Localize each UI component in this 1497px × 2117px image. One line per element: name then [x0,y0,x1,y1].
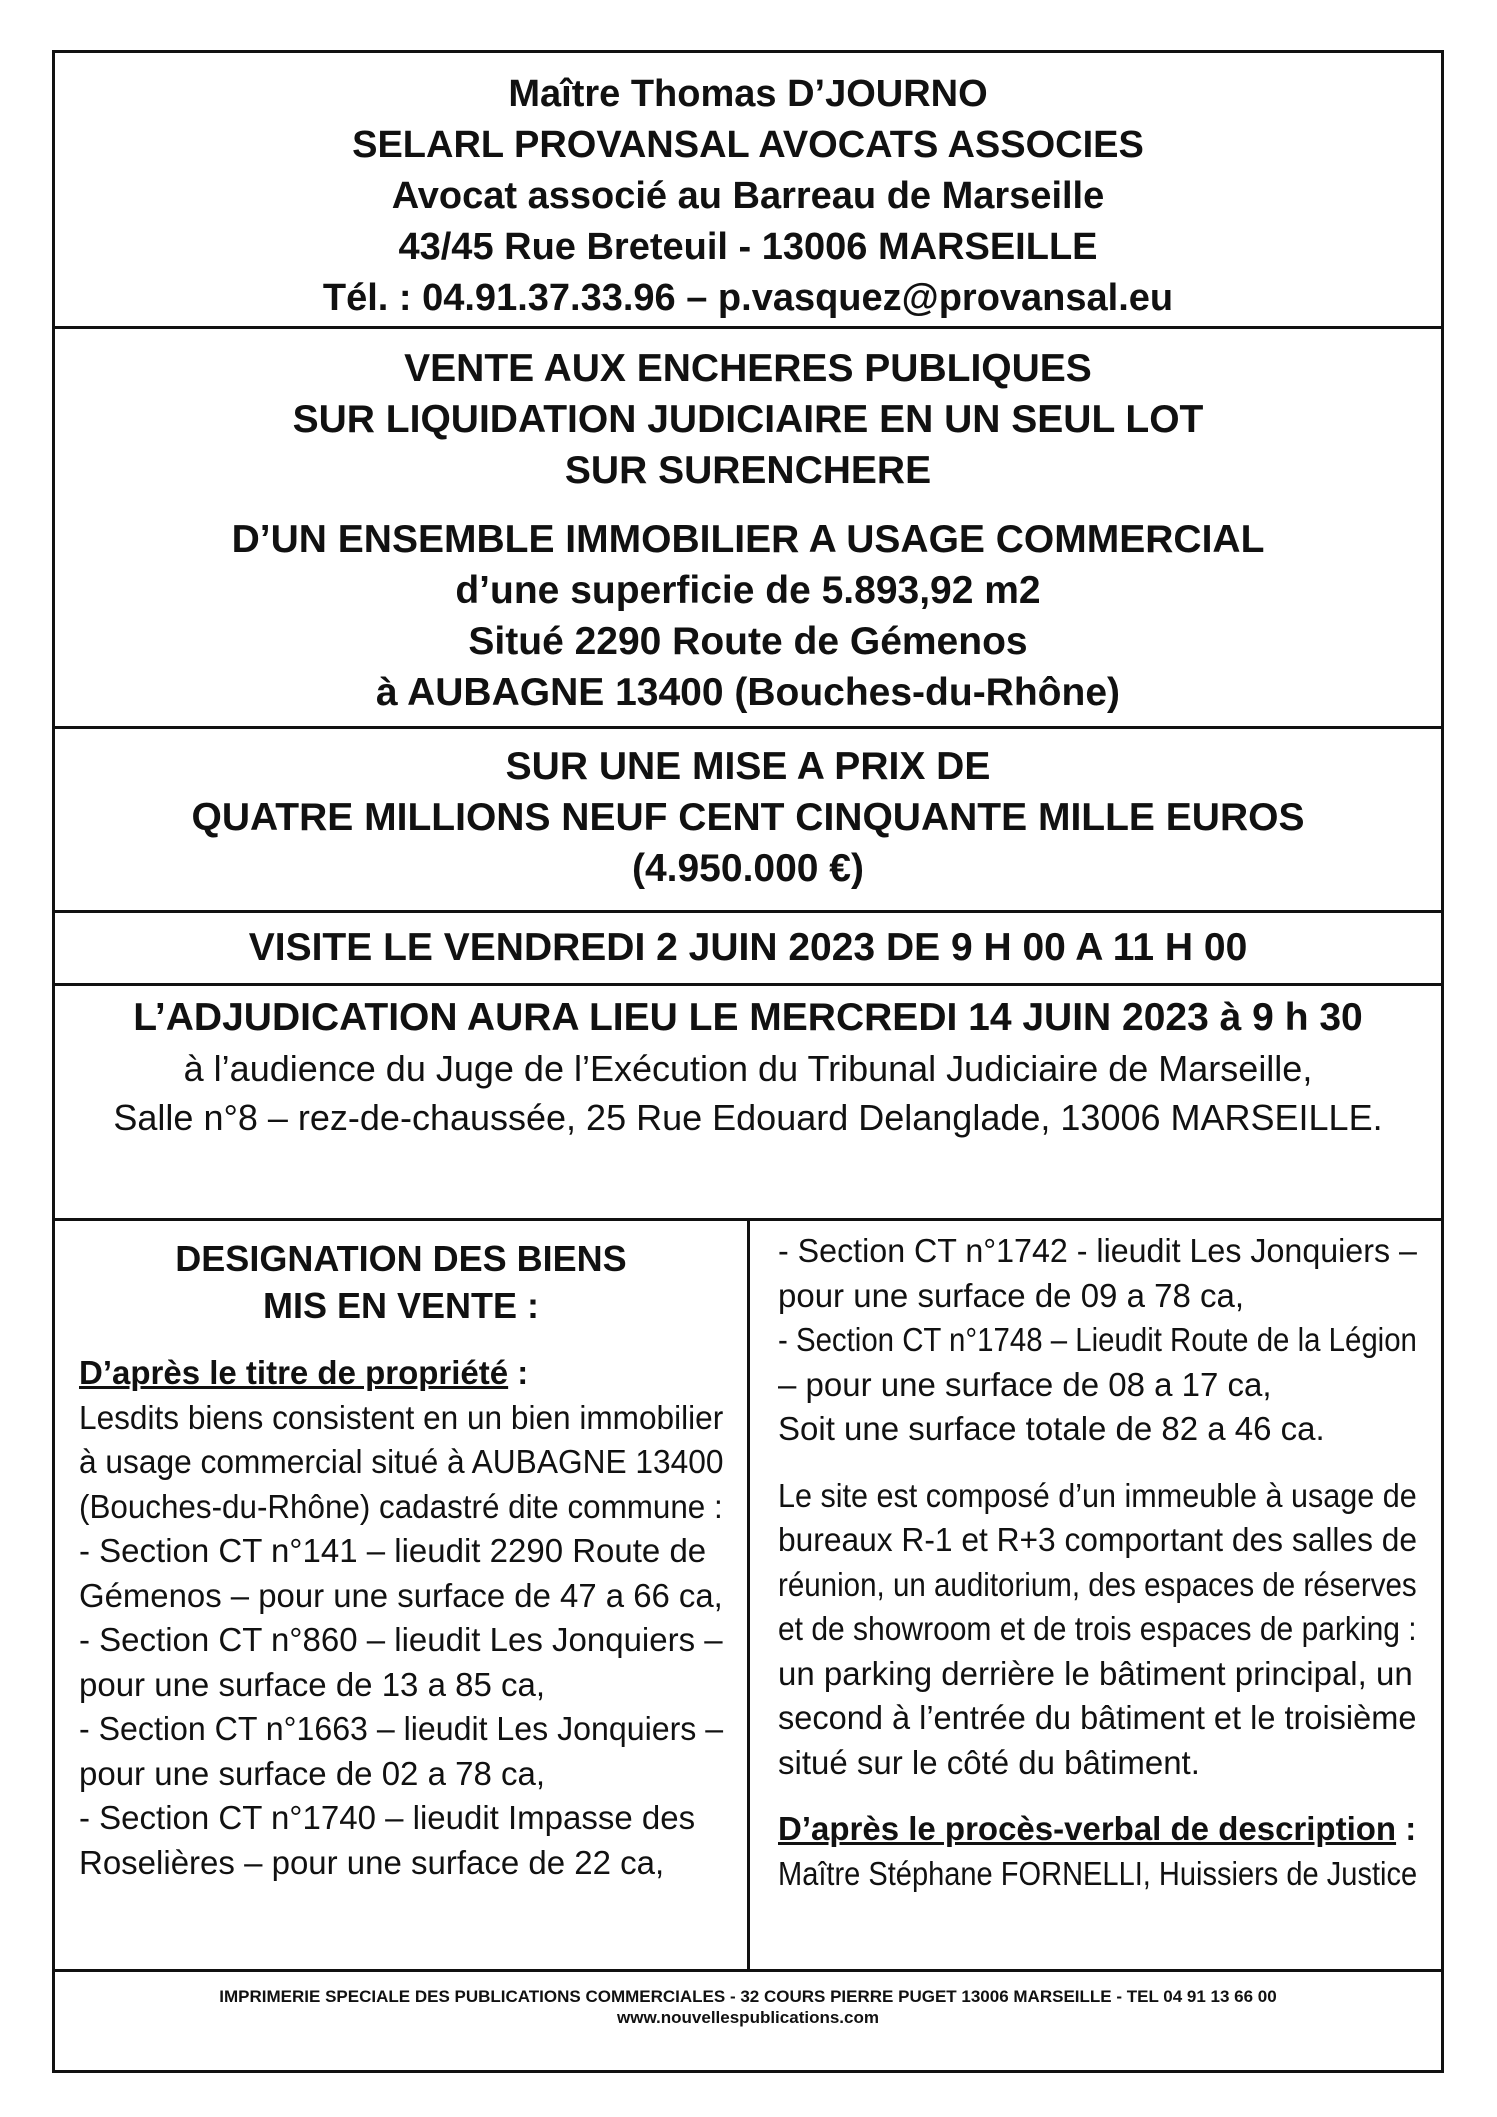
notice-frame [52,50,1444,2073]
right-line: réunion, un auditorium, des espaces de réserves [778,1565,1417,1603]
printer-website[interactable]: www.nouvellespublications.com [617,2008,879,2027]
price-intro: SUR UNE MISE A PRIX DE [505,745,991,788]
lawyer-name: Maître Thomas D’JOURNO [508,73,988,115]
left-line: - Section CT n°860 – lieudit Les Jonquiers – [79,1621,723,1658]
left-line: Roselières – pour une surface de 22 ca, [79,1843,665,1881]
adjudication-court: à l’audience du Juge de l’Exécution du Tribunal Judiciaire de Marseille, [183,1048,1313,1089]
left-line: - Section CT n°1663 – lieudit Les Jonquiers – [79,1710,724,1747]
lawyer-block [55,53,1441,329]
right-line: second à l’entrée du bâtiment et le troisième [778,1699,1417,1736]
title-deed-subheading-text: D’après le titre de propriété [79,1354,509,1391]
adjudication-block [55,986,1441,1221]
sale-line-3: SUR SURENCHERE [564,449,932,492]
left-line: Gémenos – pour une surface de 47 a 66 ca, [79,1576,723,1614]
printer-address: IMPRIMERIE SPECIALE DES PUBLICATIONS COMMERCIALES - 32 COURS PIERRE PUGET 13006 MARSEILLE - TEL 04 91 13 66 00 [219,1987,1277,2006]
title-deed-subheading-colon: : [508,1354,529,1391]
report-subheading [778,1807,1417,1852]
designation-column-right [750,1221,1441,1969]
parcels-paragraph [778,1229,1417,1452]
price-words: QUATRE MILLIONS NEUF CENT CINQUANTE MILLE EUROS [191,796,1305,839]
right-line: Soit une surface totale de 82 a 46 ca. [778,1410,1325,1447]
property-area: d’une superficie de 5.893,92 m2 [455,569,1041,612]
right-line: situé sur le côté du bâtiment. [778,1743,1200,1781]
right-line: un parking derrière le bâtiment principal, un [778,1654,1413,1692]
adjudication-title: L’ADJUDICATION AURA LIEU LE MERCREDI 14 JUIN 2023 à 9 h 30 [133,996,1363,1039]
price-block [55,729,1441,913]
property-type: D’UN ENSEMBLE IMMOBILIER A USAGE COMMERCIAL [231,518,1265,561]
price-amount: (4.950.000 €) [631,847,864,890]
right-line: bureaux R-1 et R+3 comportant des salles de [778,1521,1418,1558]
visit-date: VISITE LE VENDREDI 2 JUIN 2023 DE 9 H 00 A 11 H 00 [248,926,1248,969]
left-line: pour une surface de 13 a 85 ca, [79,1665,545,1703]
left-line: (Bouches-du-Rhône) cadastré dite commune : [79,1487,723,1525]
right-line: pour une surface de 09 a 78 ca, [778,1276,1244,1314]
left-line: - Section CT n°141 – lieudit 2290 Route de [79,1532,707,1569]
right-line: Le site est composé d’un immeuble à usage de [778,1476,1417,1514]
lawyer-address: 43/45 Rue Breteuil - 13006 MARSEILLE [398,226,1098,268]
report-subheading-colon: : [1396,1810,1417,1847]
sale-line-2: SUR LIQUIDATION JUDICIAIRE EN UN SEUL LOT [292,398,1204,441]
bailiff-line: Maître Stéphane FORNELLI, Huissiers de Justice [778,1854,1418,1892]
designation-heading-line-1: DESIGNATION DES BIENS [175,1238,627,1279]
right-line: - Section CT n°1742 - lieudit Les Jonquiers – [778,1232,1417,1269]
sale-block [55,329,1441,729]
law-firm: SELARL PROVANSAL AVOCATS ASSOCIES [352,124,1144,166]
adjudication-room: Salle n°8 – rez-de-chaussée, 25 Rue Edouard Delanglade, 13006 MARSEILLE. [113,1097,1383,1138]
sale-line-1: VENTE AUX ENCHERES PUBLIQUES [404,347,1092,390]
lawyer-role: Avocat associé au Barreau de Marseille [391,175,1105,217]
title-deed-subheading [79,1351,723,1396]
designation-heading-line-2: MIS EN VENTE : [262,1285,540,1326]
lawyer-contact: Tél. : 04.91.37.33.96 – p.vasquez@provansal.eu [322,277,1174,319]
right-line: - Section CT n°1748 – Lieudit Route de la Légion [778,1321,1417,1358]
report-paragraph [778,1807,1417,1896]
right-line: et de showroom et de trois espaces de parking : [778,1610,1417,1647]
title-deed-paragraph [79,1351,723,1885]
designation-heading [79,1235,723,1329]
site-description-paragraph [778,1474,1417,1786]
property-street: Situé 2290 Route de Gémenos [468,620,1028,663]
report-subheading-text: D’après le procès-verbal de description [778,1810,1397,1847]
left-line: pour une surface de 02 a 78 ca, [79,1754,545,1792]
property-city: à AUBAGNE 13400 (Bouches-du-Rhône) [376,671,1120,714]
left-line: - Section CT n°1740 – lieudit Impasse des [79,1799,696,1836]
left-line: à usage commercial situé à AUBAGNE 13400 [79,1443,724,1480]
printer-footer [55,1969,1441,2073]
visit-block [55,913,1441,986]
left-line: Lesdits biens consistent en un bien immobilier [79,1398,724,1436]
right-line: – pour une surface de 08 a 17 ca, [778,1365,1272,1403]
designation-column-left [55,1221,750,1969]
